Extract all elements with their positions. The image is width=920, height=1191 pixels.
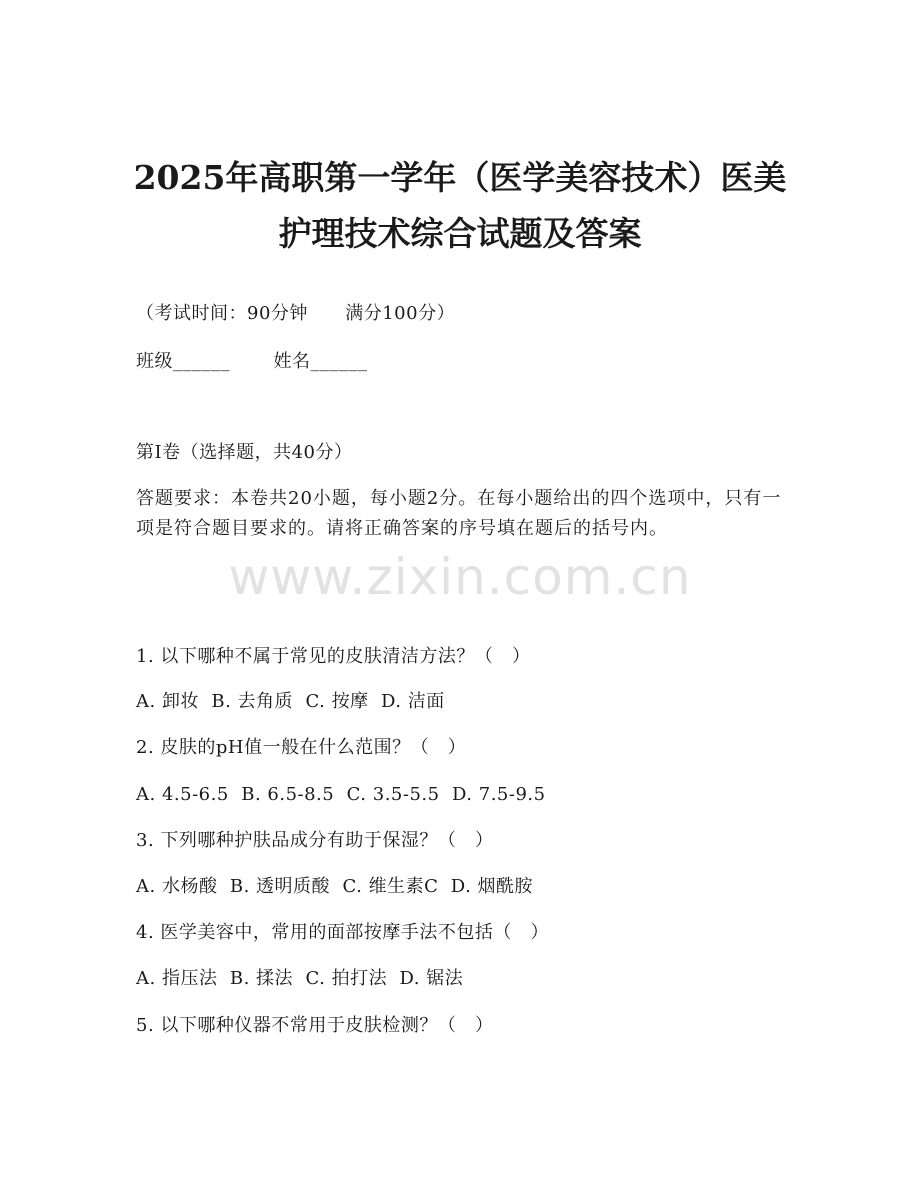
class-name-fields: 班级______ 姓名______ (136, 351, 368, 372)
exam-info: （考试时间：90分钟 满分100分） (136, 303, 456, 324)
question-4-options: A. 指压法 B. 揉法 C. 拍打法 D. 锯法 (136, 968, 464, 989)
title-line-1: 2025年高职第一学年（医学美容技术）医美 (133, 158, 787, 197)
question-1-options: A. 卸妆 B. 去角质 C. 按摩 D. 洁面 (136, 691, 445, 712)
section-heading: 第I卷（选择题，共40分） (136, 442, 353, 463)
question-3-options: A. 水杨酸 B. 透明质酸 C. 维生素C D. 烟酰胺 (136, 876, 534, 897)
instructions: 答题要求：本卷共20小题，每小题2分。在每小题给出的四个选项中，只有一项是符合题目要求的。请将正确答案的序号填在题后的括号内。 (136, 488, 782, 539)
question-4-stem: 4. 医学美容中，常用的面部按摩手法不包括（ ） (136, 922, 550, 943)
question-2-stem: 2. 皮肤的pH值一般在什么范围？（ ） (136, 737, 467, 758)
question-5-stem: 5. 以下哪种仪器不常用于皮肤检测？（ ） (136, 1015, 494, 1036)
title-line-2: 护理技术综合试题及答案 (278, 214, 642, 253)
question-2-options: A. 4.5-6.5 B. 6.5-8.5 C. 3.5-5.5 D. 7.5-9.5 (136, 784, 546, 805)
watermark: www.zixin.com.cn (228, 548, 692, 606)
document-title (60, 150, 860, 262)
question-3-stem: 3. 下列哪种护肤品成分有助于保湿？（ ） (136, 830, 494, 851)
question-1-stem: 1. 以下哪种不属于常见的皮肤清洁方法？（ ） (136, 646, 531, 667)
